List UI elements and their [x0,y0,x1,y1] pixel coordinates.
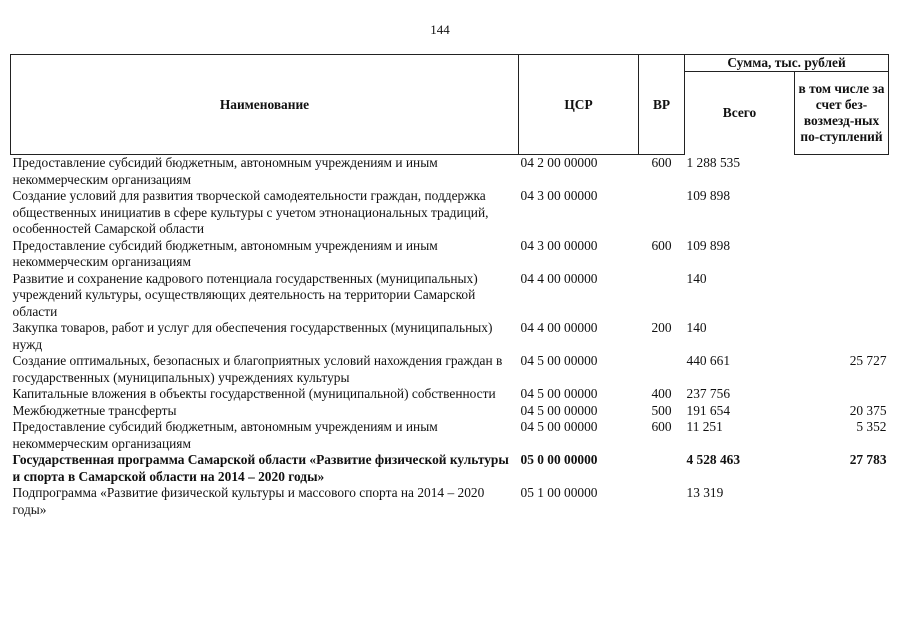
cell-vr [639,353,685,386]
table-row [11,155,889,189]
cell-total: 11 251 [686,419,723,434]
table-row [11,238,889,271]
cell-name: Развитие и сохранение кадрового потенциала государственных (муниципальных) учреждений культуры, осуществляющих деятельность на территории Самарской области [12,270,478,319]
table-row [11,419,889,452]
cell-name: Создание условий для развития творческой самодеятельности граждан, поддержка общественных инициатив в сфере культуры с учетом этнонациональных традиций, особенностей Самарской области [12,188,489,236]
cell-total: 1 288 535 [686,154,741,170]
header-vr: ВР [639,55,685,155]
table-row [11,353,889,386]
cell-vr: 600 [651,155,672,170]
table-row [11,271,889,321]
cell-vr [639,485,685,518]
table-row [11,452,889,485]
cell-name: Межбюджетные трансферты [12,402,177,418]
cell-total: 140 [686,320,707,335]
table-row [11,485,889,518]
cell-total: 237 756 [686,386,731,401]
cell-csr: 05 1 00 00000 [520,485,598,500]
table-row [11,320,889,353]
header-total: Всего [685,72,795,155]
cell-csr: 04 5 00 00000 [520,419,598,434]
cell-csr: 05 0 00 00000 [520,452,598,467]
cell-grants: 5 352 [856,419,887,434]
cell-grants [795,386,889,403]
cell-grants [795,188,889,238]
header-sum-group: Сумма, тыс. рублей [685,55,889,72]
cell-name: Предоставление субсидий бюджетным, автономным учреждениям и иным некоммерческим организациям [12,237,438,269]
cell-grants: 25 727 [849,353,887,368]
cell-grants [795,238,889,271]
cell-csr: 04 5 00 00000 [520,402,598,418]
cell-total: 440 661 [686,353,731,368]
table-row [11,188,889,238]
cell-total: 191 654 [686,402,731,418]
table-body [11,155,889,519]
cell-total: 13 319 [686,485,724,500]
cell-csr: 04 3 00 00000 [520,188,598,203]
cell-vr: 600 [651,237,672,253]
cell-grants [795,155,889,189]
cell-grants [795,271,889,321]
table-row [11,386,889,403]
cell-total: 140 [686,270,707,286]
cell-vr: 600 [651,419,672,434]
header-grants: в том числе за счет без-возмезд-ных по-ступлений [795,72,889,155]
cell-csr: 04 5 00 00000 [520,386,598,401]
cell-name: Государственная программа Самарской области «Развитие физической культуры и спорта в Самарской области на 2014 – 2020 годы» [12,452,509,484]
cell-csr: 04 4 00 00000 [520,270,598,286]
cell-csr: 04 4 00 00000 [520,320,598,335]
cell-name: Предоставление субсидий бюджетным, автономным учреждениям и иным некоммерческим организациям [12,155,438,187]
cell-vr [639,188,685,238]
cell-csr: 04 3 00 00000 [520,237,598,253]
cell-name: Создание оптимальных, безопасных и благоприятных условий нахождения граждан в государственных (муниципальных) учреждениях культуры [12,353,503,385]
cell-total: 109 898 [686,188,731,203]
cell-name: Капитальные вложения в объекты государственной (муниципальной) собственности [12,386,496,401]
cell-grants: 20 375 [849,402,887,418]
cell-csr: 04 5 00 00000 [520,353,598,368]
cell-grants [795,320,889,353]
budget-table [10,54,889,518]
header-name: Наименование [11,55,519,155]
cell-csr: 04 2 00 00000 [520,155,598,170]
cell-grants: 27 783 [849,452,887,467]
cell-name: Подпрограмма «Развитие физической культуры и массового спорта на 2014 – 2020 годы» [12,485,485,517]
cell-total: 109 898 [686,237,731,253]
cell-vr: 500 [651,402,672,418]
cell-name: Закупка товаров, работ и услуг для обеспечения государственных (муниципальных) нужд [12,320,493,352]
header-csr: ЦСР [519,55,639,155]
table-row [11,403,889,420]
page-number: 144 [430,22,450,37]
cell-vr [639,452,685,485]
cell-vr [639,271,685,321]
cell-name: Предоставление субсидий бюджетным, автономным учреждениям и иным некоммерческим организациям [12,419,438,451]
cell-vr: 200 [651,320,672,335]
cell-total: 4 528 463 [686,452,741,467]
cell-grants [795,485,889,518]
cell-vr: 400 [651,386,672,401]
